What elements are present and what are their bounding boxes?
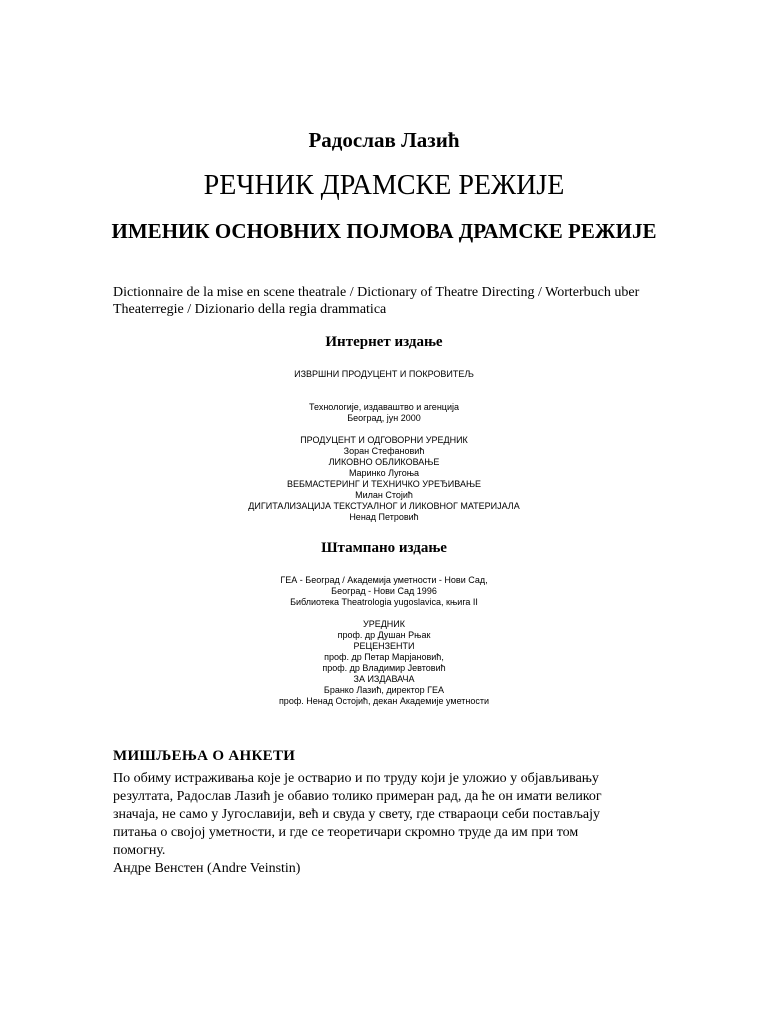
internet-edition-heading: Интернет издање [325, 334, 443, 350]
author-name: Радослав Лазић [308, 128, 460, 152]
webmaster-name: Милан Стојић [355, 490, 413, 500]
opinion-line: питања о својој уметности, и где се теоретичари скромно труде да им при том [113, 825, 579, 840]
publisher-for-label: ЗА ИЗДАВАЧА [353, 674, 415, 684]
reviewer-2: проф. др Владимир Јевтовић [322, 663, 446, 673]
executive-producer-label: ИЗВРШНИ ПРОДУЦЕНТ И ПОКРОВИТЕЉ [294, 369, 474, 379]
producer-name: Зоран Стефановић [343, 446, 425, 456]
internet-edition-credits [0, 369, 768, 523]
webmaster-label: ВЕБМАСТЕРИНГ И ТЕХНИЧКО УРЕЂИВАЊЕ [286, 479, 482, 489]
digitization-name: Ненад Петровић [349, 512, 419, 522]
book-title: РЕЧНИК ДРАМСКЕ РЕЖИЈЕ [203, 170, 565, 201]
reviewer-1: проф. др Петар Марјановић, [324, 652, 444, 662]
editor-name: проф. др Душан Рњак [337, 630, 431, 640]
book-subtitle: ИМЕНИК ОСНОВНИХ ПОЈМОВА ДРАМСКЕ РЕЖИЈЕ [111, 219, 657, 243]
opinion-line: По обиму истраживања које је остварио и по труду који је уложио у објављивању [113, 771, 599, 786]
editor-label: УРЕДНИК [362, 619, 406, 629]
publisher-for-2: проф. Ненад Остојић, декан Академије уметности [278, 696, 490, 706]
opinion-quote [113, 770, 658, 878]
print-edition-credits [0, 575, 768, 707]
design-label: ЛИКОВНО ОБЛИКОВАЊЕ [328, 457, 440, 467]
opinions-heading: МИШЉЕЊА О АНКЕТИ [113, 748, 296, 764]
agency-name: Технологије, издаваштво и агенција [309, 402, 459, 412]
opinion-line: резултата, Радослав Лазић је обавио толико примеран рад, да ће он имати великог [113, 789, 602, 804]
opinion-line: значаја, не само у Југославији, већ и свуда у свету, где ствараоци себи постављају [113, 807, 601, 822]
opinion-line: помогну. [113, 843, 166, 858]
publishers-line-1: ГЕА - Београд / Академија уметности - Нови Сад, [280, 575, 488, 585]
print-edition-heading: Штампано издање [321, 540, 447, 556]
design-name: Маринко Лугоња [348, 468, 420, 478]
producer-label: ПРОДУЦЕНТ И ОДГОВОРНИ УРЕДНИК [300, 435, 468, 445]
publisher-for-1: Бранко Лазић, директор ГЕА [323, 685, 445, 695]
digitization-label: ДИГИТАЛИЗАЦИЈА ТЕКСТУАЛНОГ И ЛИКОВНОГ МАТЕРИЈАЛА [248, 501, 520, 511]
series-name: Библиотека Theatrologia yugoslavica, књига II [290, 597, 478, 607]
opinion-attribution: Андре Венстен (Andre Veinstin) [113, 861, 301, 876]
publishers-line-2: Београд - Нови Сад 1996 [331, 586, 437, 596]
reviewers-label: РЕЦЕНЗЕНТИ [353, 641, 415, 651]
dictionary-titles: Dictionnaire de la mise en scene theatrale / Dictionary of Theatre Directing / Worterbuch uber Theaterregie / Dizionario della regia drammatica [113, 285, 640, 317]
place-date: Београд, јун 2000 [347, 413, 421, 423]
